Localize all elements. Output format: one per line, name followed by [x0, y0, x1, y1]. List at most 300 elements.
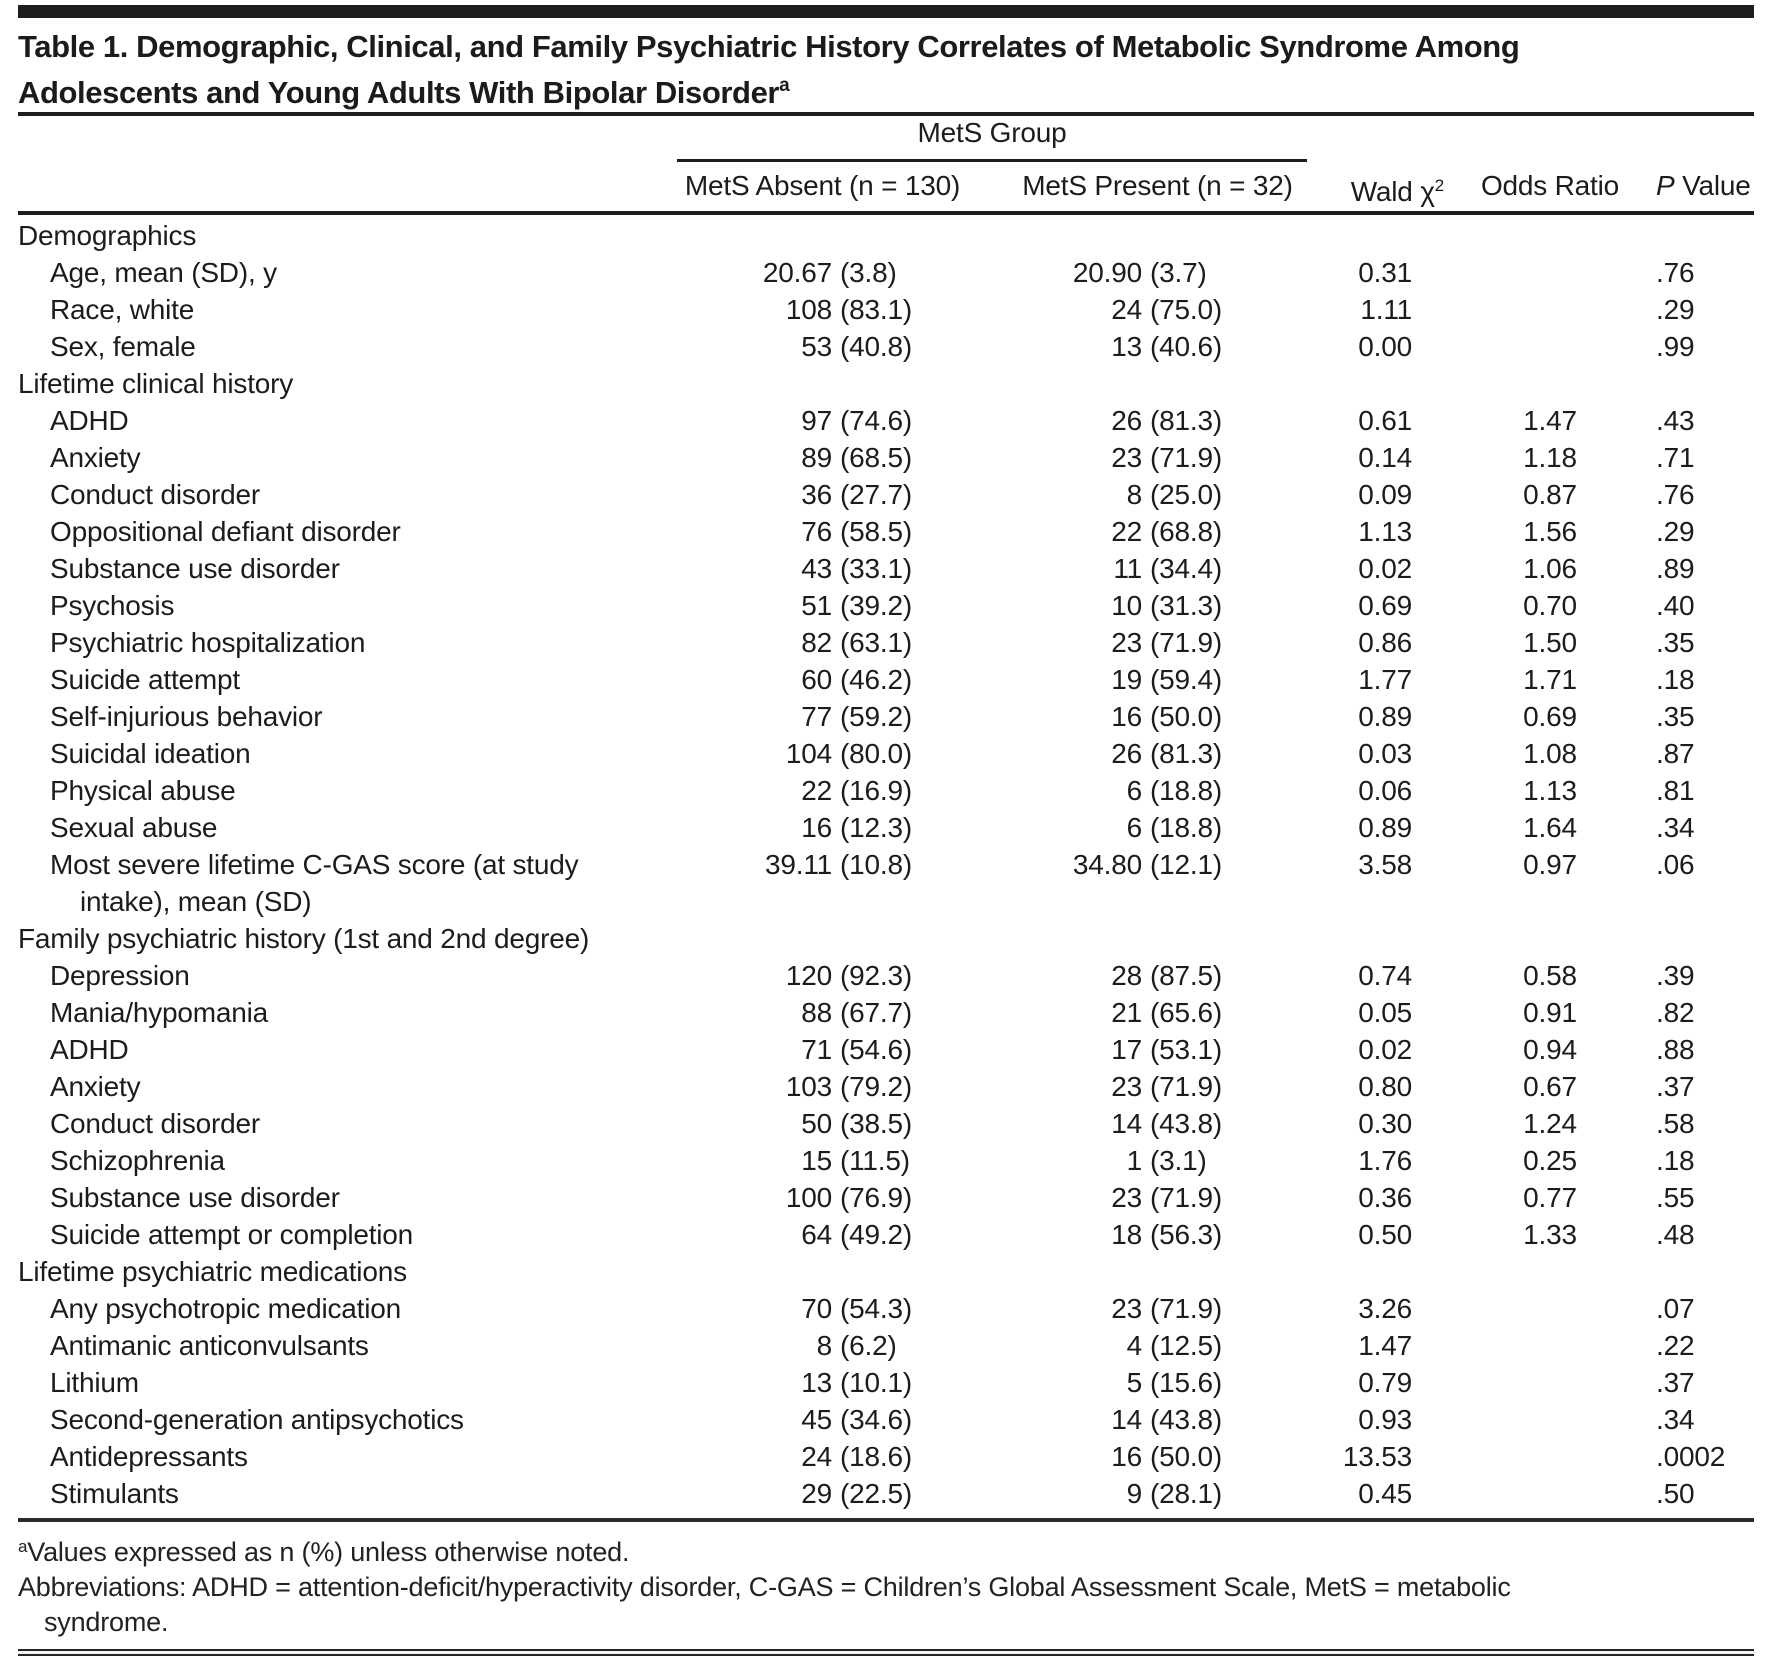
mets-absent-cell — [600, 550, 990, 587]
mets-present-cell — [990, 846, 1310, 883]
odds-ratio-cell: 1.33 — [1523, 1219, 1577, 1250]
row-label: Suicide attempt or completion — [50, 1219, 414, 1250]
mets-present-cell — [990, 624, 1310, 661]
mets-present-cell — [990, 1068, 1310, 1105]
mets-present-cell — [990, 291, 1310, 328]
data-row — [18, 846, 1754, 883]
mets-absent-cell-count: 108 — [785, 294, 832, 325]
row-label: Anxiety — [50, 442, 141, 473]
mets-absent-cell-percent: (6.2) — [840, 1330, 897, 1361]
mets-present-cell-percent: (40.6) — [1150, 331, 1222, 362]
mets-absent-cell-percent: (16.9) — [840, 775, 912, 806]
odds-ratio-cell: 1.64 — [1523, 812, 1577, 843]
mets-absent-cell-count: 16 — [801, 812, 832, 843]
odds-ratio-cell: 0.70 — [1523, 590, 1577, 621]
row-label: Conduct disorder — [50, 1108, 261, 1139]
wald-chi2-cell: 0.45 — [1358, 1478, 1412, 1509]
data-row — [18, 1475, 1754, 1512]
mets-present-cell — [990, 1142, 1310, 1179]
mets-present-cell — [990, 809, 1310, 846]
mets-present-cell-percent: (56.3) — [1150, 1219, 1222, 1250]
mets-present-cell-percent: (15.6) — [1150, 1367, 1222, 1398]
mets-absent-cell-count: 76 — [801, 516, 832, 547]
odds-ratio-cell — [1444, 328, 1656, 365]
mets-present-cell-count: 9 — [1126, 1478, 1142, 1509]
wald-chi2-cell: 0.06 — [1358, 775, 1412, 806]
wald-chi2-cell: 1.77 — [1358, 664, 1412, 695]
mets-absent-cell-count: 43 — [801, 553, 832, 584]
odds-ratio-cell — [1444, 1401, 1656, 1438]
wald-chi2-cell: 0.03 — [1358, 738, 1412, 769]
mets-absent-cell — [600, 846, 990, 883]
mets-present-cell-percent: (3.7) — [1150, 257, 1207, 288]
row-label: Any psychotropic medication — [50, 1293, 401, 1324]
p-value-cell: .34 — [1656, 1404, 1695, 1435]
row-label: Self-injurious behavior — [50, 701, 323, 732]
row-label: Second-generation antipsychotics — [50, 1404, 464, 1435]
mets-absent-cell-count: 22 — [801, 775, 832, 806]
mets-present-cell — [990, 661, 1310, 698]
table-title — [18, 27, 1754, 112]
mets-absent-cell-percent: (27.7) — [840, 479, 912, 510]
mets-present-cell-percent: (3.1) — [1150, 1145, 1207, 1176]
odds-ratio-cell: 1.24 — [1523, 1108, 1577, 1139]
mets-absent-cell-count: 71 — [801, 1034, 832, 1065]
wald-chi2-cell: 0.80 — [1358, 1071, 1412, 1102]
mets-present-cell — [990, 1327, 1310, 1364]
mets-present-cell-percent: (12.1) — [1150, 849, 1222, 880]
mets-present-cell-percent: (31.3) — [1150, 590, 1222, 621]
mets-present-cell-count: 23 — [1111, 442, 1142, 473]
odds-ratio-cell: 1.71 — [1523, 664, 1577, 695]
mets-present-cell-percent: (81.3) — [1150, 405, 1222, 436]
mets-present-cell-count: 22 — [1111, 516, 1142, 547]
p-value-cell: .76 — [1656, 479, 1695, 510]
mets-absent-cell-count: 45 — [801, 1404, 832, 1435]
wald-chi2-cell: 0.50 — [1358, 1219, 1412, 1250]
p-value-cell: .06 — [1656, 849, 1695, 880]
data-row — [18, 254, 1754, 291]
mets-absent-cell-count: 53 — [801, 331, 832, 362]
mets-present-cell-percent: (50.0) — [1150, 701, 1222, 732]
odds-ratio-cell: 0.94 — [1523, 1034, 1577, 1065]
mets-present-cell-count: 14 — [1111, 1108, 1142, 1139]
mets-absent-cell-percent: (38.5) — [840, 1108, 912, 1139]
mets-absent-cell-percent: (49.2) — [840, 1219, 912, 1250]
odds-ratio-cell — [1444, 1364, 1656, 1401]
mets-present-cell-count: 28 — [1111, 960, 1142, 991]
mets-absent-cell-count: 97 — [801, 405, 832, 436]
mets-absent-cell — [600, 1179, 990, 1216]
wald-chi2-cell: 0.89 — [1358, 701, 1412, 732]
mets-group-underline — [677, 159, 1307, 162]
row-label: Depression — [50, 960, 190, 991]
mets-present-cell-count: 17 — [1111, 1034, 1142, 1065]
mets-absent-cell-percent: (67.7) — [840, 997, 912, 1028]
mets-absent-cell-count: 50 — [801, 1108, 832, 1139]
odds-ratio-cell: 0.91 — [1523, 997, 1577, 1028]
mets-absent-cell-count: 120 — [785, 960, 832, 991]
mets-present-cell-count: 5 — [1126, 1367, 1142, 1398]
p-value-cell: .37 — [1656, 1071, 1695, 1102]
data-row — [18, 957, 1754, 994]
p-value-cell: .37 — [1656, 1367, 1695, 1398]
section-label: Demographics — [18, 220, 197, 251]
data-row — [18, 809, 1754, 846]
odds-ratio-cell: 0.58 — [1523, 960, 1577, 991]
column-header-spacer — [18, 164, 600, 214]
mets-present-cell — [990, 1179, 1310, 1216]
mets-absent-cell-percent: (10.8) — [840, 849, 912, 880]
mets-present-cell-count: 6 — [1126, 812, 1142, 843]
mets-present-cell-count: 23 — [1111, 627, 1142, 658]
mets-absent-cell — [600, 254, 990, 291]
odds-ratio-cell — [1444, 291, 1656, 328]
mets-present-cell-percent: (87.5) — [1150, 960, 1222, 991]
mets-absent-cell-percent: (80.0) — [840, 738, 912, 769]
mets-present-cell-percent: (71.9) — [1150, 442, 1222, 473]
odds-ratio-cell — [1444, 254, 1656, 291]
row-label: Suicide attempt — [50, 664, 240, 695]
mets-absent-cell-percent: (59.2) — [840, 701, 912, 732]
odds-ratio-cell: 0.77 — [1523, 1182, 1577, 1213]
footnote-values: $^a$Values expressed as n (%) unless otherwise noted. — [18, 1537, 630, 1567]
mets-absent-cell-count: 104 — [785, 738, 832, 769]
mets-present-cell-percent: (43.8) — [1150, 1108, 1222, 1139]
mets-present-cell-count: 20.90 — [1072, 257, 1142, 288]
mets-absent-cell-percent: (39.2) — [840, 590, 912, 621]
mets-absent-cell-count: 13 — [801, 1367, 832, 1398]
odds-ratio-cell: 0.97 — [1523, 849, 1577, 880]
wald-chi2-cell: 3.58 — [1358, 849, 1412, 880]
data-row — [18, 1290, 1754, 1327]
section-row — [18, 217, 1754, 254]
mets-absent-cell — [600, 735, 990, 772]
mets-present-cell-percent: (43.8) — [1150, 1404, 1222, 1435]
row-label: Race, white — [50, 294, 195, 325]
mets-absent-cell-percent: (83.1) — [840, 294, 912, 325]
mets-present-cell — [990, 328, 1310, 365]
p-value-cell: .18 — [1656, 664, 1695, 695]
wald-chi2-cell: 0.14 — [1358, 442, 1412, 473]
odds-ratio-cell — [1444, 1475, 1656, 1512]
p-value-cell: .81 — [1656, 775, 1695, 806]
mets-present-cell-count: 26 — [1111, 738, 1142, 769]
table-title-line1: Table 1. Demographic, Clinical, and Family Psychiatric History Correlates of Metabolic Syndrome Among — [18, 29, 1520, 64]
p-value-cell: .07 — [1656, 1293, 1695, 1324]
mets-present-cell-percent: (53.1) — [1150, 1034, 1222, 1065]
mets-present-cell — [990, 735, 1310, 772]
mets-absent-cell-count: 29 — [801, 1478, 832, 1509]
odds-ratio-cell: 0.67 — [1523, 1071, 1577, 1102]
mets-present-cell-percent: (68.8) — [1150, 516, 1222, 547]
mets-absent-cell — [600, 1364, 990, 1401]
mets-present-cell — [990, 550, 1310, 587]
mets-present-cell-percent: (25.0) — [1150, 479, 1222, 510]
mets-absent-cell-count: 51 — [801, 590, 832, 621]
mets-absent-cell-percent: (54.6) — [840, 1034, 912, 1065]
data-row — [18, 1105, 1754, 1142]
mets-present-cell — [990, 402, 1310, 439]
mets-present-cell — [990, 1364, 1310, 1401]
wald-chi2-cell: 3.26 — [1358, 1293, 1412, 1324]
data-row — [18, 1216, 1754, 1253]
mets-absent-cell — [600, 439, 990, 476]
odds-ratio-cell: 1.50 — [1523, 627, 1577, 658]
row-label: Substance use disorder — [50, 553, 340, 584]
p-value-cell: .39 — [1656, 960, 1695, 991]
mets-present-cell-percent: (18.8) — [1150, 775, 1222, 806]
mets-absent-cell — [600, 1438, 990, 1475]
data-row — [18, 1327, 1754, 1364]
data-row — [18, 291, 1754, 328]
data-row — [18, 624, 1754, 661]
odds-ratio-cell: 1.47 — [1523, 405, 1577, 436]
mets-absent-cell — [600, 809, 990, 846]
mets-absent-cell-percent: (79.2) — [840, 1071, 912, 1102]
p-value-cell: .0002 — [1656, 1441, 1726, 1472]
data-row — [18, 328, 1754, 365]
mets-absent-cell — [600, 1142, 990, 1179]
row-label: Sexual abuse — [50, 812, 218, 843]
mets-absent-cell-percent: (74.6) — [840, 405, 912, 436]
mets-present-cell — [990, 994, 1310, 1031]
odds-ratio-cell: 1.56 — [1523, 516, 1577, 547]
mets-present-cell-count: 1 — [1126, 1145, 1142, 1176]
mets-present-cell — [990, 698, 1310, 735]
data-row — [18, 550, 1754, 587]
mets-absent-cell-percent: (3.8) — [840, 257, 897, 288]
mets-present-cell-count: 10 — [1111, 590, 1142, 621]
odds-ratio-cell — [1444, 1290, 1656, 1327]
mets-present-cell-count: 13 — [1111, 331, 1142, 362]
mets-present-cell-count: 14 — [1111, 1404, 1142, 1435]
data-row — [18, 661, 1754, 698]
mets-absent-cell-count: 15 — [801, 1145, 832, 1176]
mets-absent-cell-count: 70 — [801, 1293, 832, 1324]
mets-present-cell-percent: (71.9) — [1150, 1293, 1222, 1324]
mets-present-cell-percent: (71.9) — [1150, 1182, 1222, 1213]
p-value-cell: .22 — [1656, 1330, 1695, 1361]
data-row — [18, 587, 1754, 624]
mets-present-cell — [990, 254, 1310, 291]
p-value-cell: .18 — [1656, 1145, 1695, 1176]
p-value-cell: .48 — [1656, 1219, 1695, 1250]
p-value-cell: .76 — [1656, 257, 1695, 288]
mets-absent-cell-percent: (12.3) — [840, 812, 912, 843]
mets-present-cell-count: 21 — [1111, 997, 1142, 1028]
mets-absent-cell-count: 39.11 — [765, 849, 832, 880]
mets-present-cell-percent: (75.0) — [1150, 294, 1222, 325]
mets-absent-cell-count: 82 — [801, 627, 832, 658]
row-label: Psychosis — [50, 590, 175, 621]
mets-present-cell-percent: (50.0) — [1150, 1441, 1222, 1472]
mets-absent-cell-count: 77 — [801, 701, 832, 732]
mets-present-cell — [990, 1438, 1310, 1475]
mets-absent-cell-count: 100 — [785, 1182, 832, 1213]
p-value-cell: .29 — [1656, 516, 1695, 547]
p-value-cell: .40 — [1656, 590, 1695, 621]
row-label: Most severe lifetime C-GAS score (at study — [50, 849, 579, 880]
wald-chi2-cell: 0.89 — [1358, 812, 1412, 843]
p-value-cell: .29 — [1656, 294, 1695, 325]
p-value-cell: .50 — [1656, 1478, 1695, 1509]
section-row — [18, 365, 1754, 402]
row-label: Physical abuse — [50, 775, 236, 806]
odds-ratio-cell: 0.25 — [1523, 1145, 1577, 1176]
mets-absent-cell — [600, 624, 990, 661]
row-label-continuation: intake), mean (SD) — [80, 886, 312, 917]
wald-chi2-cell: 0.02 — [1358, 553, 1412, 584]
mets-present-cell-count: 26 — [1111, 405, 1142, 436]
p-value-cell: .82 — [1656, 997, 1695, 1028]
row-label: Anxiety — [50, 1071, 141, 1102]
mets-present-cell — [990, 439, 1310, 476]
data-row — [18, 1438, 1754, 1475]
mets-absent-cell-count: 20.67 — [762, 257, 832, 288]
mets-absent-cell-count: 88 — [801, 997, 832, 1028]
mets-present-cell — [990, 1475, 1310, 1512]
mets-present-cell-percent: (65.6) — [1150, 997, 1222, 1028]
row-label: Sex, female — [50, 331, 196, 362]
mets-absent-cell-percent: (68.5) — [840, 442, 912, 473]
row-label: Stimulants — [50, 1478, 179, 1509]
p-value-cell: .34 — [1656, 812, 1695, 843]
mets-absent-cell-percent: (33.1) — [840, 553, 912, 584]
p-value-cell: .35 — [1656, 627, 1695, 658]
table-bottom-rule — [18, 1649, 1754, 1656]
mets-absent-cell-percent: (22.5) — [840, 1478, 912, 1509]
mets-present-cell-count: 6 — [1126, 775, 1142, 806]
mets-present-cell — [990, 587, 1310, 624]
mets-present-cell-count: 24 — [1111, 294, 1142, 325]
mets-present-cell-count: 34.80 — [1072, 849, 1142, 880]
section-label: Family psychiatric history (1st and 2nd degree) — [18, 923, 590, 954]
mets-present-cell — [990, 1290, 1310, 1327]
section-label: Lifetime clinical history — [18, 368, 294, 399]
wald-chi2-cell: 1.13 — [1358, 516, 1412, 547]
wald-chi2-cell: 0.09 — [1358, 479, 1412, 510]
wald-chi2-cell: 0.93 — [1358, 1404, 1412, 1435]
wald-chi2-cell: 0.69 — [1358, 590, 1412, 621]
odds-ratio-cell — [1444, 1438, 1656, 1475]
odds-ratio-cell: 0.87 — [1523, 479, 1577, 510]
mets-present-cell — [990, 476, 1310, 513]
mets-present-cell-percent: (81.3) — [1150, 738, 1222, 769]
wald-chi2-cell: 13.53 — [1342, 1441, 1412, 1472]
wald-chi2-cell: 0.79 — [1358, 1367, 1412, 1398]
column-header-p-value: P Value — [1656, 170, 1751, 201]
mets-absent-cell-percent: (76.9) — [840, 1182, 912, 1213]
mets-absent-cell — [600, 1475, 990, 1512]
mets-present-cell-count: 16 — [1111, 701, 1142, 732]
wald-chi2-cell: 0.74 — [1358, 960, 1412, 991]
p-value-cell: .87 — [1656, 738, 1695, 769]
mets-absent-cell — [600, 698, 990, 735]
section-row — [18, 1253, 1754, 1290]
odds-ratio-cell: 1.06 — [1523, 553, 1577, 584]
table-top-rule — [18, 5, 1754, 18]
data-row — [18, 1401, 1754, 1438]
row-label: Antimanic anticonvulsants — [50, 1330, 369, 1361]
mets-present-cell-percent: (71.9) — [1150, 627, 1222, 658]
footnote-abbreviations-line2: syndrome. — [44, 1607, 169, 1637]
mets-present-cell-count: 16 — [1111, 1441, 1142, 1472]
mets-present-cell-count: 19 — [1111, 664, 1142, 695]
row-label: Substance use disorder — [50, 1182, 340, 1213]
mets-present-cell — [990, 957, 1310, 994]
row-label: Lithium — [50, 1367, 139, 1398]
mets-absent-cell — [600, 772, 990, 809]
row-label: Age, mean (SD), y — [50, 257, 277, 288]
mets-present-cell — [990, 1105, 1310, 1142]
mets-present-cell-percent: (59.4) — [1150, 664, 1222, 695]
mets-absent-cell — [600, 328, 990, 365]
data-row — [18, 476, 1754, 513]
data-row — [18, 513, 1754, 550]
data-row — [18, 1068, 1754, 1105]
data-row — [18, 1142, 1754, 1179]
mets-absent-cell-percent: (34.6) — [840, 1404, 912, 1435]
mets-absent-cell-percent: (92.3) — [840, 960, 912, 991]
row-label: Suicidal ideation — [50, 738, 251, 769]
mets-absent-cell-count: 36 — [801, 479, 832, 510]
mets-present-cell-percent: (18.8) — [1150, 812, 1222, 843]
footnotes — [18, 1522, 1754, 1640]
mets-present-cell-percent: (71.9) — [1150, 1071, 1222, 1102]
mets-absent-cell — [600, 587, 990, 624]
section-row — [18, 920, 1754, 957]
p-value-cell: .99 — [1656, 331, 1695, 362]
mets-present-cell-percent: (28.1) — [1150, 1478, 1222, 1509]
mets-absent-cell-count: 60 — [801, 664, 832, 695]
mets-absent-cell-percent: (11.5) — [840, 1145, 910, 1176]
wald-chi2-cell: 1.47 — [1358, 1330, 1412, 1361]
mets-present-cell — [990, 513, 1310, 550]
mets-group-header: MetS Group — [917, 117, 1067, 148]
footnote-abbreviations — [18, 1570, 1754, 1640]
mets-present-cell — [990, 1216, 1310, 1253]
wald-chi2-cell: 1.11 — [1360, 294, 1412, 325]
mets-absent-cell-percent: (18.6) — [840, 1441, 912, 1472]
mets-absent-cell-count: 103 — [785, 1071, 832, 1102]
mets-present-cell-count: 18 — [1111, 1219, 1142, 1250]
mets-absent-cell — [600, 957, 990, 994]
mets-present-cell-count: 23 — [1111, 1071, 1142, 1102]
row-label: Conduct disorder — [50, 479, 261, 510]
mets-absent-cell — [600, 1216, 990, 1253]
row-label: Schizophrenia — [50, 1145, 225, 1176]
mets-present-cell — [990, 1401, 1310, 1438]
section-label: Lifetime psychiatric medications — [18, 1256, 407, 1287]
table-body — [18, 215, 1754, 1512]
row-label: Mania/hypomania — [50, 997, 269, 1028]
mets-absent-cell — [600, 291, 990, 328]
p-value-cell: .88 — [1656, 1034, 1695, 1065]
footnote-marker-a: a — [779, 75, 790, 96]
column-header-odds-ratio: Odds Ratio — [1480, 170, 1620, 201]
row-label: Psychiatric hospitalization — [50, 627, 366, 658]
mets-absent-cell-percent: (46.2) — [840, 664, 912, 695]
data-row — [18, 1364, 1754, 1401]
p-value-cell: .35 — [1656, 701, 1695, 732]
column-header-mets-absent: MetS Absent (n = 130) — [684, 170, 961, 201]
mets-absent-cell-count: 64 — [801, 1219, 832, 1250]
mets-absent-cell — [600, 1068, 990, 1105]
wald-chi2-cell: 1.76 — [1358, 1145, 1412, 1176]
mets-absent-cell — [600, 661, 990, 698]
odds-ratio-cell: 0.69 — [1523, 701, 1577, 732]
